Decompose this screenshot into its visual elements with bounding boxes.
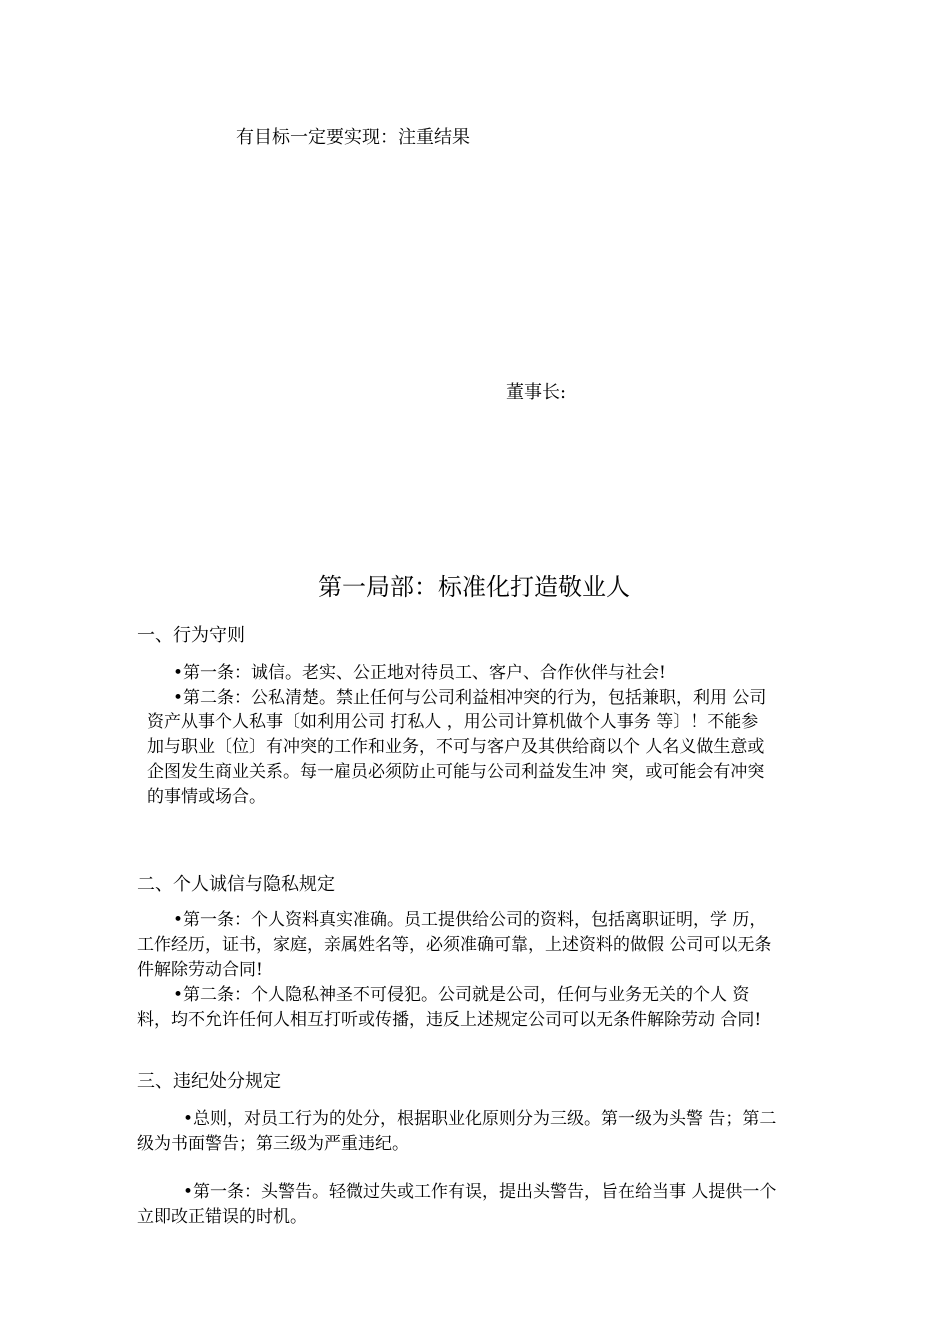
paragraph-line: 工作经历，证书，家庭，亲属姓名等，必须准确可靠，上述资料的做假 公司可以无条 [137, 935, 772, 955]
part-title: 第一局部：标准化打造敬业人 [318, 573, 630, 601]
paragraph-line: 料，均不允许任何人相互打听或传播，违反上述规定公司可以无条件解除劳动 合同! [137, 1010, 762, 1030]
signature-label: 董事长: [506, 382, 567, 403]
paragraph-line: 件解除劳动合同! [137, 960, 263, 980]
section-heading-conduct: 一、行为守则 [137, 625, 245, 646]
section-heading-discipline: 三、违纪处分规定 [137, 1071, 281, 1092]
top-note: 有目标一定要实现：注重结果 [236, 127, 470, 148]
paragraph-line: 级为书面警告；第三级为严重违纪。 [137, 1134, 409, 1154]
paragraph-line: •第一条：个人资料真实准确。员工提供给公司的资料，包括离职证明，学 历， [173, 910, 767, 930]
paragraph-line: 资产从事个人私事〔如利用公司 打私人 ，用公司计算机做个人事务 等〕！不能参 [147, 712, 759, 732]
paragraph-line: 企图发生商业关系。每一雇员必须防止可能与公司利益发生冲 突，或可能会有冲突 [147, 762, 765, 782]
paragraph-line: •第二条：公私清楚。禁止任何与公司利益相冲突的行为，包括兼职，利用 公司 [173, 688, 767, 708]
paragraph-line: •第二条：个人隐私神圣不可侵犯。公司就是公司，任何与业务无关的个人 资 [173, 985, 750, 1005]
paragraph-line: 加与职业〔位〕有冲突的工作和业务，不可与客户及其供给商以个 人名义做生意或 [147, 737, 765, 757]
section-heading-privacy: 二、个人诚信与隐私规定 [137, 874, 335, 895]
paragraph-line: 立即改正错误的时机。 [137, 1207, 307, 1227]
paragraph-line: •第一条：头警告。轻微过失或工作有误，提出头警告，旨在给当事 人提供一个 [183, 1182, 777, 1202]
paragraph-line: •第一条：诚信。老实、公正地对待员工、客户、合作伙伴与社会! [173, 663, 666, 683]
paragraph-line: •总则，对员工行为的处分，根据职业化原则分为三级。第一级为头警 告；第二 [183, 1109, 777, 1129]
paragraph-line: 的事情或场合。 [147, 787, 266, 807]
